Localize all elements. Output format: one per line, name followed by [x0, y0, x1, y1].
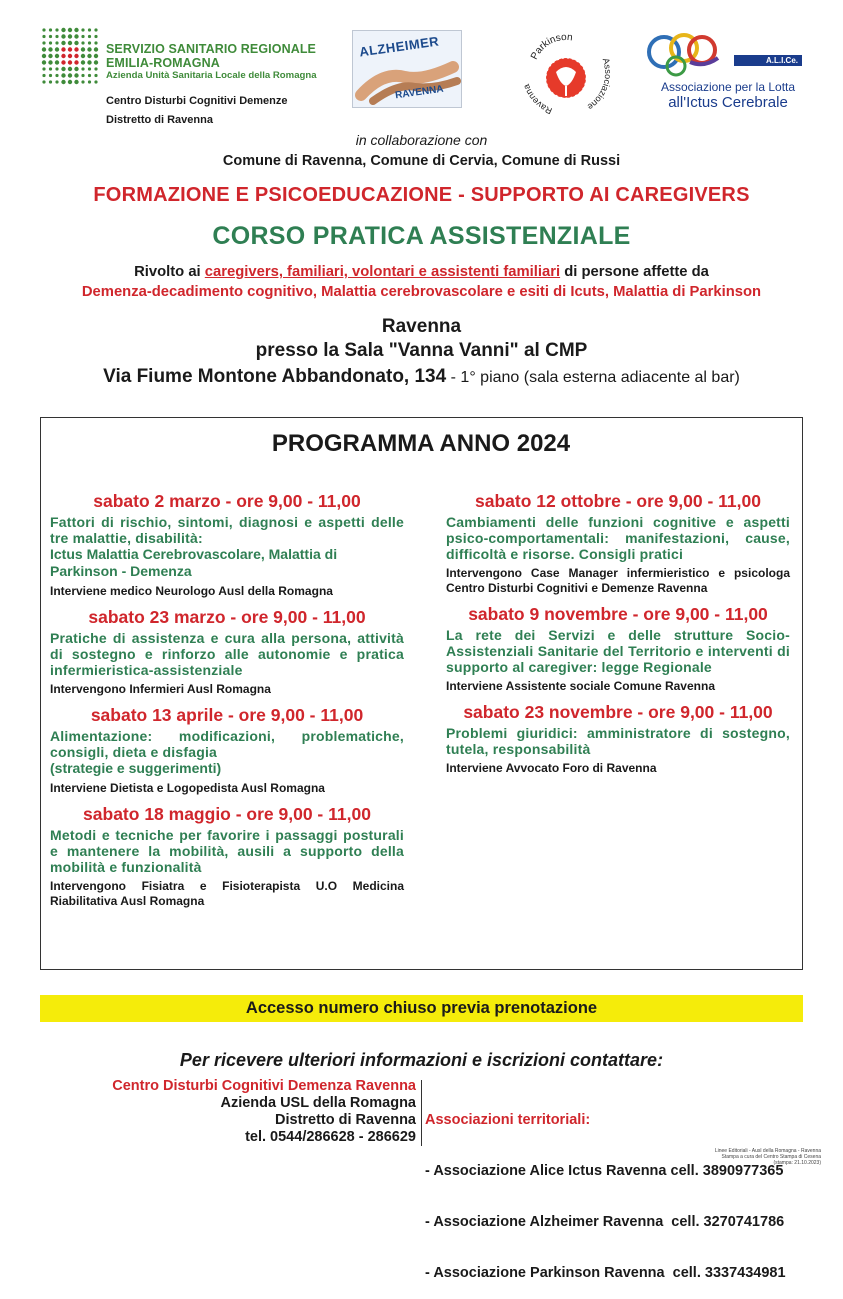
center-contact-line2: Azienda USL della Romagna — [220, 1095, 416, 1111]
program-event — [50, 490, 404, 599]
alzheimer-logo-title: ALZHEIMER — [358, 33, 440, 60]
alice-ravenna-logo — [646, 28, 806, 114]
event-topic: Fattori di rischio, sintomi, diagnosi e aspetti delle tre malattie, disabilità: — [50, 514, 404, 546]
svg-text:Associazione — [586, 57, 614, 112]
center-name — [106, 92, 288, 130]
event-date: sabato 9 novembre - ore 9,00 - 11,00 — [468, 604, 768, 624]
program-event — [50, 606, 404, 697]
event-speaker: Intervengono Fisiatra e Fisioterapista U.O Medicina Riabilitativa Ausl Romagna — [50, 879, 404, 908]
event-date: sabato 13 aprile - ore 9,00 - 11,00 — [90, 705, 364, 725]
association-parkinson: - Associazione Parkinson Ravenna cell. 3337434981 — [425, 1265, 786, 1281]
program-event — [446, 490, 790, 596]
city: Ravenna — [381, 316, 462, 337]
event-speaker: Interviene Avvocato Foro di Ravenna — [446, 761, 657, 775]
program-event — [50, 803, 404, 909]
parkinson-ravenna-logo — [516, 22, 616, 122]
event-topic: Cambiamenti delle funzioni cognitive e aspetti psico-comportamentali: manifestazioni, cause, difficoltà e risorse. Consigli pratici — [446, 514, 790, 562]
event-topic: Pratiche di assistenza e cura alla persona, attività di sostegno e rinforzo alle autonomie e pratica infermieristica-assistenziale — [50, 630, 404, 678]
audience-suffix: di persone affette da — [560, 264, 709, 280]
print-note-2: Stampa a cura del Centro Stampa di Cesena — [721, 1154, 821, 1160]
center-contacts — [40, 1078, 416, 1146]
program-event — [50, 704, 404, 796]
center-line1: Centro Disturbi Cognitivi Demenze — [106, 95, 288, 107]
partner-municipalities: Comune di Ravenna, Comune di Cervia, Comune di Russi — [222, 153, 621, 169]
event-note: (strategie e suggerimenti) — [50, 760, 222, 776]
event-topic: Problemi giuridici: amministratore di sostegno, tutela, responsabilità — [446, 725, 790, 757]
event-speaker: Intervengono Case Manager infermieristico e psicologa Centro Disturbi Cognitivi e Demenze Ravenna — [446, 566, 790, 595]
event-speaker: Intervengono Infermieri Ausl Romagna — [50, 682, 271, 696]
event-date: sabato 23 novembre - ore 9,00 - 11,00 — [463, 702, 773, 722]
event-date: sabato 12 ottobre - ore 9,00 - 11,00 — [475, 491, 761, 511]
alzheimer-logo-sub: RAVENNA — [394, 83, 445, 102]
event-speaker: Interviene Assistente sociale Comune Ravenna — [446, 679, 715, 693]
parkinson-logo-left: Ravenna — [521, 82, 554, 117]
ausl-romagna-logo — [40, 26, 330, 90]
ssr-dot-grid-icon — [40, 26, 100, 86]
print-note — [701, 1148, 821, 1166]
print-note-3: (stampa: 21.10.2023) — [773, 1160, 821, 1166]
alice-tag: A.L.I.Ce. — [734, 55, 802, 66]
event-topic: La rete dei Servizi e delle strutture Socio-Assistenziali Sanitarie del Territorio e interventi di supporto al caregiver: legge Regionale — [446, 627, 790, 675]
event-speaker: Interviene medico Neurologo Ausl della Romagna — [50, 584, 333, 598]
ssr-line2: EMILIA-ROMAGNA — [106, 56, 220, 70]
event-topic: Alimentazione: modificazioni, problematiche, consigli, dieta e disfagia — [50, 728, 404, 760]
venue: presso la Sala "Vanna Vanni" al CMP — [255, 340, 588, 361]
center-line2: Distretto di Ravenna — [106, 114, 213, 126]
audience-prefix: Rivolto ai — [134, 264, 205, 280]
alice-line2: all'Ictus Cerebrale — [668, 94, 788, 111]
center-phone: tel. 0544/286628 - 286629 — [245, 1129, 416, 1145]
audience-highlight: caregivers, familiari, volontari e assistenti familiari — [204, 264, 561, 280]
alice-wordmark — [650, 80, 806, 111]
event-date: sabato 18 maggio - ore 9,00 - 11,00 — [83, 804, 371, 824]
program-box — [40, 417, 803, 970]
collaboration-label: in collaborazione con — [355, 132, 488, 148]
ssr-line3: Azienda Unità Sanitaria Locale della Romagna — [106, 70, 317, 81]
parkinson-logo-right: Associazione — [585, 56, 614, 113]
contact-heading: Per ricevere ulteriori informazioni e iscrizioni contattare: — [179, 1050, 664, 1070]
ssr-line1: SERVIZIO SANITARIO REGIONALE — [106, 42, 316, 56]
conditions-line: Demenza-decadimento cognitivo, Malattia cerebrovascolare e esiti di Icuts, Malattia di Parkinson — [81, 284, 762, 300]
event-date: sabato 23 marzo - ore 9,00 - 11,00 — [88, 607, 366, 627]
alice-line1: Associazione per la Lotta — [660, 80, 796, 94]
contacts-divider — [421, 1080, 422, 1146]
center-contact-title: Centro Disturbi Cognitivi Demenza Ravenna — [112, 1078, 416, 1094]
parkinson-seal-icon — [516, 22, 616, 122]
address: Via Fiume Montone Abbandonato, 134 — [103, 366, 447, 387]
event-note: Ictus Malattia Cerebrovascolare, Malattia di Parkinson - Demenza — [50, 546, 338, 579]
program-event — [446, 701, 790, 776]
association-alzheimer: - Associazione Alzheimer Ravenna cell. 3270741786 — [425, 1214, 785, 1230]
audience-line — [0, 264, 843, 280]
address-line — [0, 366, 843, 388]
event-speaker: Interviene Dietista e Logopedista Ausl Romagna — [50, 781, 325, 795]
event-topic: Metodi e tecniche per favorire i passaggi posturali e mantenere la mobilità, ausili a supporto della mobilità e funzionalità — [50, 827, 404, 875]
parkinson-logo-top: Parkinson — [528, 31, 574, 62]
program-right-column — [446, 490, 790, 783]
ausl-romagna-wordmark — [106, 42, 317, 82]
address-note: - 1° piano (sala esterna adiacente al bar) — [446, 369, 740, 386]
course-title: CORSO PRATICA ASSISTENZIALE — [212, 222, 631, 250]
program-left-column — [50, 490, 404, 916]
alice-circles-icon — [646, 28, 736, 78]
main-heading: FORMAZIONE E PSICOEDUCAZIONE - SUPPORTO AI CAREGIVERS — [93, 184, 750, 206]
program-event — [446, 603, 790, 694]
center-contact-line3: Distretto di Ravenna — [275, 1112, 416, 1128]
access-banner: Accesso numero chiuso previa prenotazione — [40, 995, 803, 1022]
association-title: Associazioni territoriali: — [425, 1112, 591, 1128]
event-date: sabato 2 marzo - ore 9,00 - 11,00 — [93, 491, 361, 511]
association-contacts — [425, 1078, 810, 1299]
print-note-1: Linee Editoriali - Ausl della Romagna - Ravenna — [714, 1148, 821, 1154]
alzheimer-ravenna-logo — [352, 30, 462, 108]
association-alice: - Associazione Alice Ictus Ravenna cell. 3890977365 — [425, 1163, 784, 1179]
svg-text:Parkinson — [529, 32, 573, 62]
program-title: PROGRAMMA ANNO 2024 — [271, 430, 571, 457]
